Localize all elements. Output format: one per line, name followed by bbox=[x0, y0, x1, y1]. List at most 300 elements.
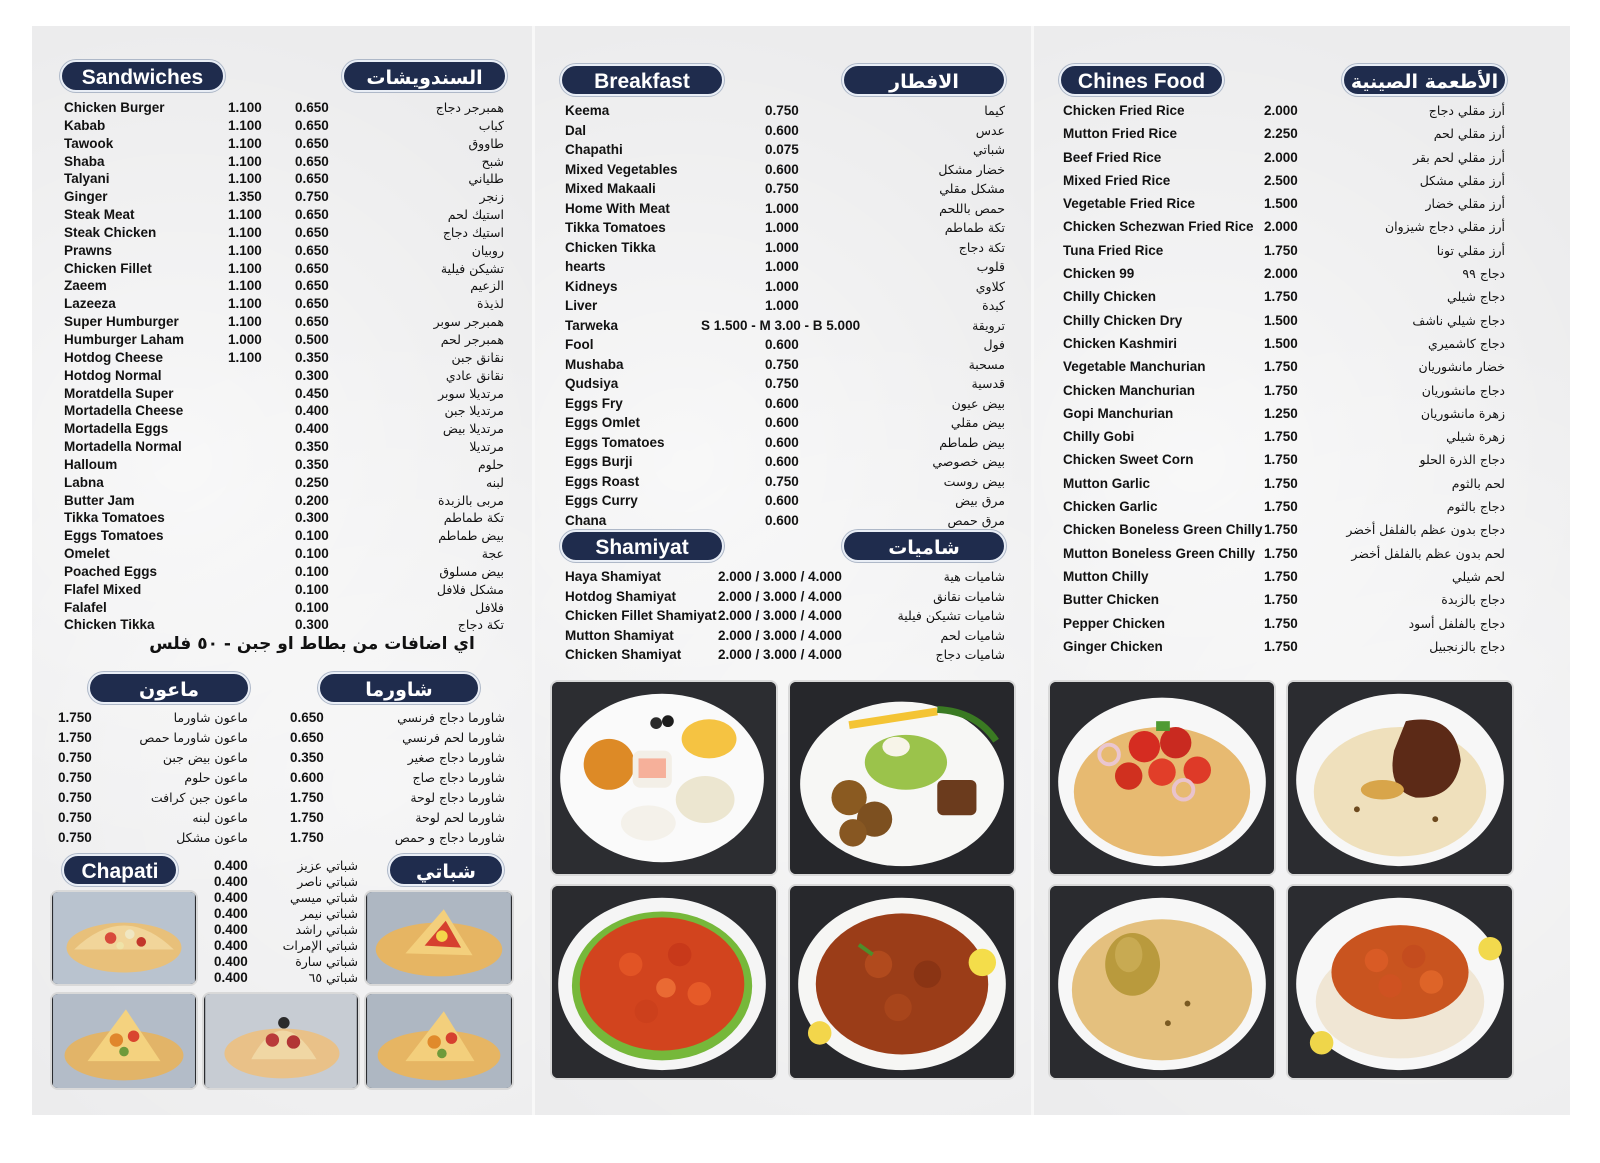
price: 2.000 bbox=[1264, 219, 1298, 235]
item-name-ar: مرتديلا سوبر bbox=[438, 385, 504, 401]
item-name-ar: شباتي ميسي bbox=[290, 890, 358, 905]
chinese-row bbox=[1063, 546, 1505, 569]
price: 1.750 bbox=[1264, 242, 1298, 258]
chapati-roll-photo bbox=[50, 992, 198, 1090]
price-small: 0.650 bbox=[295, 100, 329, 115]
item-name-en: Kidneys bbox=[565, 278, 618, 294]
price-small: 0.650 bbox=[295, 117, 329, 133]
price-large: 1.100 bbox=[228, 100, 262, 115]
price: 1.000 bbox=[765, 200, 799, 216]
chapati-roll-photo bbox=[364, 890, 514, 986]
price-large: 1.100 bbox=[228, 135, 262, 151]
chinese-row bbox=[1063, 126, 1505, 149]
price: 0.650 bbox=[290, 730, 324, 745]
price-large: 1.100 bbox=[228, 207, 262, 223]
item-name-ar: همبرجر دجاج bbox=[435, 100, 504, 115]
item-name-en: Chilly Chicken Dry bbox=[1063, 312, 1183, 328]
chapati-row bbox=[214, 906, 358, 922]
price: 1.000 bbox=[765, 220, 799, 235]
item-name-en: Mortadella Cheese bbox=[64, 403, 184, 419]
breakfast-list bbox=[565, 103, 1005, 532]
shamiyat-row bbox=[565, 647, 1005, 667]
shawarma-row bbox=[290, 810, 505, 830]
price: 1.750 bbox=[58, 730, 92, 745]
item-name-en: Mutton Shamiyat bbox=[565, 627, 674, 643]
item-name-ar: شاميات لحم bbox=[940, 627, 1005, 643]
shawarma-row bbox=[290, 730, 505, 750]
item-name-ar: مربى بالزبدة bbox=[437, 492, 504, 508]
shawarma-row bbox=[290, 710, 505, 730]
item-name-ar: شباتي ناصر bbox=[297, 874, 358, 889]
item-name-en: Omelet bbox=[64, 546, 110, 562]
breakfast-row bbox=[565, 396, 1005, 416]
price: 2.000 / 3.000 / 4.000 bbox=[718, 588, 842, 604]
chinese-row bbox=[1063, 476, 1505, 499]
price: 1.500 bbox=[1264, 196, 1298, 212]
item-name-en: Chicken Burger bbox=[64, 100, 165, 115]
item-name-en: Eggs Tomatoes bbox=[64, 528, 164, 544]
item-name-ar: دجاج شيلي ناشف bbox=[1412, 312, 1505, 328]
item-name-en: Vegetable Fried Rice bbox=[1063, 196, 1196, 212]
price: 2.000 bbox=[1264, 103, 1298, 118]
chapati-row bbox=[214, 858, 358, 874]
item-name-en: Ginger Chicken bbox=[1063, 638, 1163, 654]
chinese-row bbox=[1063, 429, 1505, 452]
chapati-mix-header-en: Chapati bbox=[62, 854, 178, 886]
chinese-row bbox=[1063, 103, 1505, 126]
price: 2.000 bbox=[1264, 149, 1298, 165]
item-name-ar: شباتي سارة bbox=[295, 954, 358, 969]
maoon-row bbox=[58, 790, 278, 810]
item-name-ar: لحم بدون عظم بالفلفل أخضر bbox=[1351, 545, 1505, 561]
breakfast-row bbox=[565, 474, 1005, 494]
price-small: 0.100 bbox=[295, 546, 329, 562]
item-name-ar: فلافل bbox=[475, 599, 504, 615]
price: 2.000 / 3.000 / 4.000 bbox=[718, 647, 842, 662]
price-small: 0.650 bbox=[295, 260, 329, 276]
item-name-en: Mixed Vegetables bbox=[565, 161, 678, 177]
price-small: 0.650 bbox=[295, 278, 329, 294]
item-name-ar: ماعون شاورما حمص bbox=[139, 730, 248, 745]
item-name-ar: همبرجر سوبر bbox=[433, 314, 504, 330]
breakfast-row bbox=[565, 318, 1005, 338]
item-name-en: Labna bbox=[64, 474, 104, 490]
sandwich-row bbox=[64, 439, 504, 457]
item-name-en: Talyani bbox=[64, 171, 110, 187]
price: 0.750 bbox=[58, 750, 92, 765]
item-name-ar: كباب bbox=[478, 117, 504, 133]
chapati-row bbox=[214, 970, 358, 986]
sandwich-row bbox=[64, 154, 504, 172]
item-name-ar: ماعون بيض جبن bbox=[162, 750, 248, 765]
price: 0.600 bbox=[765, 161, 799, 177]
item-name-en: Dal bbox=[565, 122, 587, 138]
price: 0.600 bbox=[765, 395, 799, 411]
item-name-en: Chapathi bbox=[565, 142, 623, 157]
item-name-ar: زنجر bbox=[479, 189, 504, 205]
chinese-row bbox=[1063, 196, 1505, 219]
price: 1.750 bbox=[290, 830, 324, 845]
breakfast-row bbox=[565, 493, 1005, 513]
price: 1.750 bbox=[1264, 289, 1298, 305]
item-name-ar: قدسية bbox=[971, 376, 1005, 391]
price: 0.400 bbox=[214, 922, 248, 937]
price: 1.750 bbox=[58, 710, 92, 725]
item-name-en: Beef Fried Rice bbox=[1063, 149, 1162, 165]
maoon-row bbox=[58, 710, 278, 730]
item-name-en: Hotdog Shamiyat bbox=[565, 588, 677, 604]
chinese-header-ar: الأطعمة الصينية bbox=[1342, 64, 1507, 96]
breakfast-row bbox=[565, 454, 1005, 474]
price: 2.000 / 3.000 / 4.000 bbox=[718, 627, 842, 643]
item-name-en: Mutton Fried Rice bbox=[1063, 126, 1177, 142]
price: 0.750 bbox=[58, 830, 92, 845]
item-name-en: Chana bbox=[565, 512, 607, 528]
sandwich-row bbox=[64, 617, 504, 635]
item-name-en: Mortadella Eggs bbox=[64, 421, 169, 437]
item-name-ar: تكة دجاج bbox=[457, 617, 504, 633]
price-small: 0.650 bbox=[295, 207, 329, 223]
item-name-ar: دجاج ٩٩ bbox=[1462, 266, 1505, 282]
item-name-ar: ماعون لبنه bbox=[192, 810, 248, 825]
price-small: 0.350 bbox=[295, 349, 329, 365]
price-large: 1.100 bbox=[228, 296, 262, 312]
price-small: 0.450 bbox=[295, 385, 329, 401]
shamiyat-header-ar: شاميات bbox=[842, 530, 1006, 562]
item-name-en: Eggs Roast bbox=[565, 473, 640, 489]
price: 1.750 bbox=[1264, 568, 1298, 584]
item-name-en: Mortadella Normal bbox=[64, 439, 182, 455]
maoon-row bbox=[58, 810, 278, 830]
prawn-rice-photo bbox=[1286, 884, 1514, 1080]
price-small: 0.200 bbox=[295, 492, 329, 508]
item-name-en: Prawns bbox=[64, 242, 113, 258]
item-name-en: Chicken Garlic bbox=[1063, 499, 1158, 515]
breakfast-row bbox=[565, 162, 1005, 182]
chinese-row bbox=[1063, 452, 1505, 475]
item-name-ar: خضار مانشوريان bbox=[1418, 359, 1505, 375]
item-name-ar: كبدة bbox=[982, 298, 1005, 313]
chinese-row bbox=[1063, 173, 1505, 196]
breakfast-row bbox=[565, 142, 1005, 162]
price: 0.750 bbox=[765, 473, 799, 489]
item-name-en: Pepper Chicken bbox=[1063, 615, 1166, 631]
item-name-ar: شاورما دجاج صغير bbox=[407, 750, 505, 765]
item-name-ar: دجاج الذرة الحلو bbox=[1419, 452, 1505, 468]
price: 1.750 bbox=[1264, 615, 1298, 631]
item-name-en: Super Humburger bbox=[64, 314, 179, 330]
sandwich-row bbox=[64, 510, 504, 528]
maoon-row bbox=[58, 750, 278, 770]
item-name-en: Ginger bbox=[64, 189, 108, 205]
item-name-en: Chicken Kashmiri bbox=[1063, 335, 1178, 351]
sandwich-row bbox=[64, 261, 504, 279]
item-name-en: Mutton Garlic bbox=[1063, 475, 1150, 491]
price-small: 0.250 bbox=[295, 474, 329, 490]
item-name-en: Kabab bbox=[64, 117, 106, 133]
price: 1.750 bbox=[1264, 475, 1298, 491]
shawarma-row bbox=[290, 770, 505, 790]
chapati-row bbox=[214, 938, 358, 954]
chicken-biryani-photo bbox=[1048, 884, 1276, 1080]
price-small: 0.400 bbox=[295, 403, 329, 419]
item-name-en: Gopi Manchurian bbox=[1063, 405, 1174, 421]
sandwich-row bbox=[64, 171, 504, 189]
sandwich-row bbox=[64, 350, 504, 368]
item-name-ar: ماعون شاورما bbox=[173, 710, 248, 725]
sandwich-row bbox=[64, 403, 504, 421]
item-name-en: Steak Chicken bbox=[64, 224, 157, 240]
price: 2.000 / 3.000 / 4.000 bbox=[718, 569, 842, 584]
item-name-ar: شاورما لحم فرنسي bbox=[402, 730, 505, 745]
price: 1.750 bbox=[1264, 522, 1298, 538]
item-name-ar: بيض مسلوق bbox=[439, 563, 504, 579]
breakfast-row bbox=[565, 279, 1005, 299]
item-name-en: Chicken 99 bbox=[1063, 266, 1135, 282]
chinese-row bbox=[1063, 336, 1505, 359]
price: 0.750 bbox=[765, 181, 799, 196]
item-name-ar: أرز مقلي لحم بقر bbox=[1413, 149, 1505, 165]
item-name-en: Chilly Chicken bbox=[1063, 289, 1157, 305]
item-name-ar: مرق بيض bbox=[955, 493, 1005, 508]
price-large: 1.100 bbox=[228, 153, 262, 169]
item-name-ar: بيض عيون bbox=[951, 395, 1005, 411]
chinese-row bbox=[1063, 592, 1505, 615]
item-name-ar: شاورما دجاج و حمص bbox=[394, 830, 505, 845]
price: 1.750 bbox=[290, 790, 324, 805]
price: 1.750 bbox=[1264, 638, 1298, 654]
price: 1.750 bbox=[1264, 429, 1298, 445]
shamiyat-list bbox=[565, 569, 1005, 667]
price-large: 1.100 bbox=[228, 242, 262, 258]
price-small: 0.650 bbox=[295, 171, 329, 187]
breakfast-header-ar: الافطار bbox=[842, 64, 1006, 96]
item-name-ar: لذيذة bbox=[477, 296, 504, 312]
price: 0.600 bbox=[765, 415, 799, 430]
price-small: 0.300 bbox=[295, 510, 329, 526]
breakfast-row bbox=[565, 357, 1005, 377]
menu-sheet bbox=[32, 26, 1570, 1115]
item-name-en: Mixed Makaali bbox=[565, 181, 656, 196]
breakfast-row bbox=[565, 103, 1005, 123]
item-name-ar: بيض طماطم bbox=[939, 434, 1005, 450]
item-name-ar: شاميات نقانق bbox=[933, 588, 1005, 604]
sandwich-row bbox=[64, 582, 504, 600]
item-name-ar: شاميات تشيكن فيلية bbox=[897, 608, 1005, 623]
item-name-en: Chicken Fillet bbox=[64, 260, 152, 276]
item-name-en: Butter Jam bbox=[64, 492, 135, 508]
price-small: 0.100 bbox=[295, 528, 329, 544]
price-small: 0.100 bbox=[295, 581, 329, 597]
item-name-en: Chicken Fillet Shamiyat bbox=[565, 608, 717, 623]
item-name-ar: مرتديلا جبن bbox=[444, 403, 504, 419]
chinese-row bbox=[1063, 150, 1505, 173]
item-name-ar: دجاج بالزبدة bbox=[1441, 592, 1505, 608]
sandwich-row bbox=[64, 118, 504, 136]
item-name-ar: دجاج بالثوم bbox=[1446, 499, 1505, 515]
item-name-ar: مرق حمص bbox=[947, 512, 1005, 528]
price: 0.750 bbox=[765, 376, 799, 391]
item-name-en: Lazeeza bbox=[64, 296, 116, 312]
shamiyat-row bbox=[565, 589, 1005, 609]
price: 2.250 bbox=[1264, 126, 1298, 142]
size-prices: S 1.500 - M 3.00 - B 5.000 bbox=[701, 317, 861, 333]
price: 1.250 bbox=[1264, 405, 1298, 421]
price: 0.400 bbox=[214, 890, 248, 905]
item-name-ar: بيض طماطم bbox=[438, 528, 504, 544]
sandwich-row bbox=[64, 457, 504, 475]
sandwich-row bbox=[64, 475, 504, 493]
item-name-en: Chicken Tikka bbox=[565, 239, 656, 255]
item-name-ar: عجة bbox=[481, 546, 504, 562]
item-name-en: Moratdella Super bbox=[64, 385, 174, 401]
sandwich-row bbox=[64, 296, 504, 314]
item-name-en: Eggs Omlet bbox=[565, 415, 641, 430]
maoon-row bbox=[58, 830, 278, 850]
chapati-mix-list bbox=[214, 858, 358, 986]
shawarma-header: شاورما bbox=[318, 672, 480, 704]
item-name-ar: شباتي bbox=[973, 142, 1005, 157]
item-name-en: Hotdog Cheese bbox=[64, 349, 164, 365]
item-name-ar: كلاوي bbox=[975, 278, 1005, 294]
chapati-row bbox=[214, 954, 358, 970]
item-name-en: Steak Meat bbox=[64, 207, 135, 223]
breakfast-row bbox=[565, 181, 1005, 201]
item-name-ar: شاميات هية bbox=[943, 569, 1005, 584]
item-name-ar: أرز مقلي مشكل bbox=[1419, 172, 1505, 188]
item-name-en: Tikka Tomatoes bbox=[565, 220, 666, 235]
price-large: 1.100 bbox=[228, 314, 262, 330]
sandwich-row bbox=[64, 189, 504, 207]
chinese-row bbox=[1063, 639, 1505, 662]
shawarma-row bbox=[290, 830, 505, 850]
breakfast-row bbox=[565, 298, 1005, 318]
chapati-roll-photo bbox=[202, 992, 360, 1090]
item-name-en: Flafel Mixed bbox=[64, 581, 142, 597]
price-small: 0.100 bbox=[295, 599, 329, 615]
item-name-ar: تكة طماطم bbox=[944, 220, 1005, 235]
price-small: 0.300 bbox=[295, 367, 329, 383]
item-name-ar: دجاج بالزنجبيل bbox=[1429, 638, 1505, 654]
item-name-en: Chicken Sweet Corn bbox=[1063, 452, 1194, 468]
chinese-header-en: Chines Food bbox=[1059, 64, 1224, 96]
item-name-ar: مشكل مقلي bbox=[939, 181, 1005, 196]
price: 0.600 bbox=[765, 512, 799, 528]
sandwich-row bbox=[64, 493, 504, 511]
item-name-en: Tarweka bbox=[565, 317, 619, 333]
price: 1.000 bbox=[765, 239, 799, 255]
item-name-en: Mushaba bbox=[565, 356, 624, 372]
item-name-ar: همبرجر لحم bbox=[440, 331, 504, 347]
falafel-plate-photo bbox=[788, 680, 1016, 876]
sandwiches-header-en: Sandwiches bbox=[60, 60, 225, 92]
price: 0.600 bbox=[290, 770, 324, 785]
chinese-row bbox=[1063, 522, 1505, 545]
item-name-en: Eggs Fry bbox=[565, 395, 623, 411]
price-large: 1.100 bbox=[228, 117, 262, 133]
price-small: 0.650 bbox=[295, 242, 329, 258]
item-name-ar: قلوب bbox=[976, 259, 1005, 274]
item-name-ar: لحم بالثوم bbox=[1451, 475, 1505, 491]
price: 0.750 bbox=[765, 356, 799, 372]
item-name-ar: مسحبة bbox=[968, 356, 1005, 372]
item-name-ar: شباتي ٦٥ bbox=[308, 970, 358, 985]
chinese-row bbox=[1063, 383, 1505, 406]
item-name-ar: بيض روست bbox=[943, 473, 1005, 489]
sandwich-row bbox=[64, 243, 504, 261]
sandwich-row bbox=[64, 600, 504, 618]
price: 0.400 bbox=[214, 970, 248, 985]
sandwich-row bbox=[64, 332, 504, 350]
price: 1.750 bbox=[1264, 452, 1298, 468]
item-name-en: Tikka Tomatoes bbox=[64, 510, 165, 526]
item-name-ar: مرتديلا bbox=[469, 439, 504, 455]
price: 1.000 bbox=[765, 259, 799, 274]
item-name-en: Home With Meat bbox=[565, 200, 670, 216]
item-name-ar: أرز مقلي دجاج bbox=[1428, 103, 1505, 118]
item-name-ar: لحم شيلي bbox=[1452, 568, 1505, 584]
item-name-en: Butter Chicken bbox=[1063, 592, 1160, 608]
price: 1.750 bbox=[1264, 592, 1298, 608]
price-large: 1.100 bbox=[228, 260, 262, 276]
item-name-en: Haya Shamiyat bbox=[565, 569, 662, 584]
breakfast-row bbox=[565, 259, 1005, 279]
chilli-chicken-photo bbox=[550, 884, 778, 1080]
breakfast-platter-photo bbox=[550, 680, 778, 876]
item-name-ar: دجاج شيلي bbox=[1447, 289, 1505, 305]
chinese-row bbox=[1063, 406, 1505, 429]
item-name-en: Mutton Boneless Green Chilly bbox=[1063, 545, 1256, 561]
price-large: 1.100 bbox=[228, 278, 262, 294]
price: 1.000 bbox=[765, 298, 799, 313]
item-name-en: Mixed Fried Rice bbox=[1063, 172, 1171, 188]
item-name-en: Chicken Manchurian bbox=[1063, 382, 1196, 398]
item-name-ar: دجاج بالفلفل أسود bbox=[1408, 615, 1505, 631]
item-name-ar: ماعون حلوم bbox=[184, 770, 248, 785]
shawarma-list bbox=[290, 710, 505, 850]
chapati-mix-header-ar: شباتي bbox=[388, 854, 504, 886]
sandwich-row bbox=[64, 136, 504, 154]
lamb-rice-photo bbox=[1286, 680, 1514, 876]
price-small: 0.650 bbox=[295, 296, 329, 312]
item-name-ar: مرتديلا بيض bbox=[442, 421, 504, 437]
chicken-rice-photo bbox=[1048, 680, 1276, 876]
item-name-ar: شباتي راشد bbox=[295, 922, 358, 937]
price: 0.400 bbox=[214, 906, 248, 921]
item-name-en: Humburger Laham bbox=[64, 331, 185, 347]
chinese-list bbox=[1063, 103, 1505, 662]
item-name-en: hearts bbox=[565, 259, 606, 274]
item-name-ar: شاورما دجاج صاج bbox=[412, 770, 505, 785]
item-name-ar: خضار مشكل bbox=[938, 161, 1005, 177]
maoon-list bbox=[58, 710, 278, 850]
item-name-en: Qudsiya bbox=[565, 376, 619, 391]
item-name-en: Keema bbox=[565, 103, 610, 118]
price-large: 1.100 bbox=[228, 349, 262, 365]
sandwiches-list bbox=[64, 100, 504, 635]
shamiyat-row bbox=[565, 628, 1005, 648]
item-name-en: Chicken Schezwan Fried Rice bbox=[1063, 219, 1254, 235]
item-name-ar: شباتي الإمرات bbox=[282, 938, 358, 953]
price: 0.750 bbox=[58, 810, 92, 825]
chinese-row bbox=[1063, 243, 1505, 266]
item-name-ar: استيك دجاج bbox=[442, 224, 504, 240]
item-name-en: Chicken Tikka bbox=[64, 617, 155, 633]
item-name-ar: شاورما لحم لوحة bbox=[415, 810, 505, 825]
item-name-en: Eggs Curry bbox=[565, 493, 638, 508]
chapati-roll-photo bbox=[50, 890, 198, 986]
item-name-ar: شاورما دجاج فرنسي bbox=[397, 710, 505, 725]
